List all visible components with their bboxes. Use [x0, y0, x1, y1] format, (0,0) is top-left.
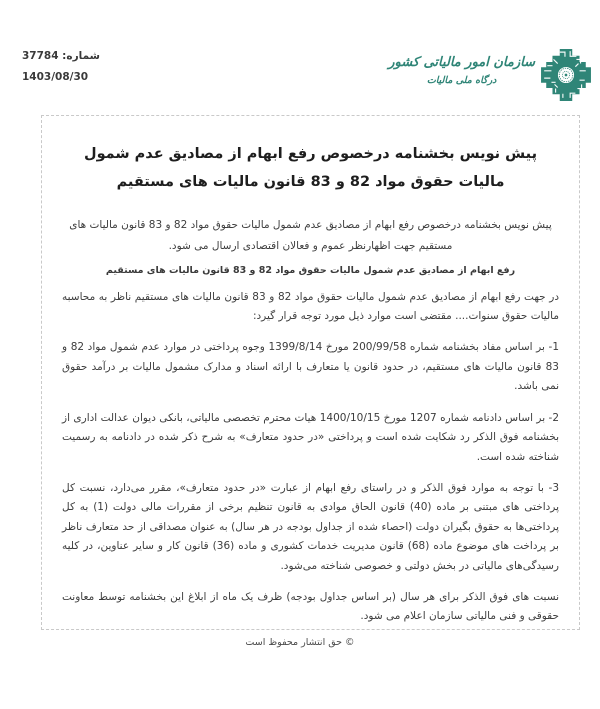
org-brand-text — [388, 47, 535, 86]
lead-paragraph: در جهت رفع ابهام از مصادیق عدم شمول مالیات حقوق مواد 82 و 83 قانون مالیات های مستقیم ناظر به محاسبه مالیات حقوق سنوات.... مقتضی است موارد ذیل مورد توجه قرار گیرد: — [62, 290, 560, 322]
letterhead — [0, 45, 600, 111]
closing-paragraph: نسبت های فوق الذکر برای هر سال (بر اساس جداول بودجه) ظرف یک ماه از ابلاغ این بخشنامه توسط معاونت حقوقی و فنی مالیاتی سازمان اعلام می شود. — [62, 591, 559, 623]
intro-paragraph: پیش نویس بخشنامه درخصوص رفع ابهام از مصادیق عدم شمول مالیات حقوق مواد 82 و 83 قانون مالیات های مستقیم جهت اظهارنظر عموم و فعالان اقتصادی ارسال می شود. — [69, 218, 552, 253]
clause-3: 3- با توجه به موارد فوق الذکر و در راستای رفع ابهام از عبارت «در حدود متعارف»، مقرر می‌دارد، نسبت کل پرداختی های مبتنی بر ماده (40) قانون الحاق موادی به قانون تنظیم برخی از مقررات مالی دولت (1) به کل پرداختی‌ها به حقوق بگیران دولت (احصاء شده از جداول بودجه در هر سال) به عنوان مصداقی از حد متعارف ناظر بر پرداخت های موضوع ماده (68) قانون مدیریت خدمات کشوری و ماده (36) قانون کار و سایر عناوین، در کلیه رسیدگی‌های مالیاتی در بخش دولتی و خصوصی شناخته می‌شود. — [62, 481, 560, 572]
circular-content-box — [41, 115, 580, 630]
copyright-notice: © حق انتشار محفوظ است — [245, 637, 355, 648]
org-name: سازمان امور مالیاتی کشور — [388, 55, 535, 70]
circular-subject-line: رفع ابهام از مصادیق عدم شمول مالیات حقوق مواد 82 و 83 قانون مالیات های مستقیم — [105, 264, 516, 276]
clause-2: 2- بر اساس دادنامه شماره 1207 مورخ 1400/10/15 هیات محترم تخصصی مالیاتی، بانکی دیوان عدالت اداری از بخشنامه فوق الذکر رد شکایت شده است و پرداختی «در حدود متعارف» به شرح ذکر شده در دادنامه به رسمیت شناخته شده است. — [62, 411, 560, 463]
document-number: شماره: 37784 — [22, 50, 100, 62]
clause-1: 1- بر اساس مفاد بخشنامه شماره 200/99/58 مورخ 1399/8/14 وجوه پرداختی در موارد عدم شمول مواد 82 و 83 قانون مالیات های مستقیم، در حدود قانون یا متعارف با ارائه اسناد و مدارک مشمول مالیات بر درآمد حقوق نمی باشد. — [62, 341, 559, 393]
circular-title: پیش نویس بخشنامه درخصوص رفع ابهام از مصادیق عدم شمول مالیات حقوق مواد 82 و 83 قانون مالیات های مستقیم — [83, 146, 538, 191]
org-portal-name: درگاه ملی مالیات — [426, 75, 497, 86]
org-brand — [388, 47, 592, 103]
document-date: 1403/08/30 — [22, 71, 89, 83]
tax-administration-logo-icon — [540, 47, 592, 103]
document-meta — [22, 50, 100, 83]
